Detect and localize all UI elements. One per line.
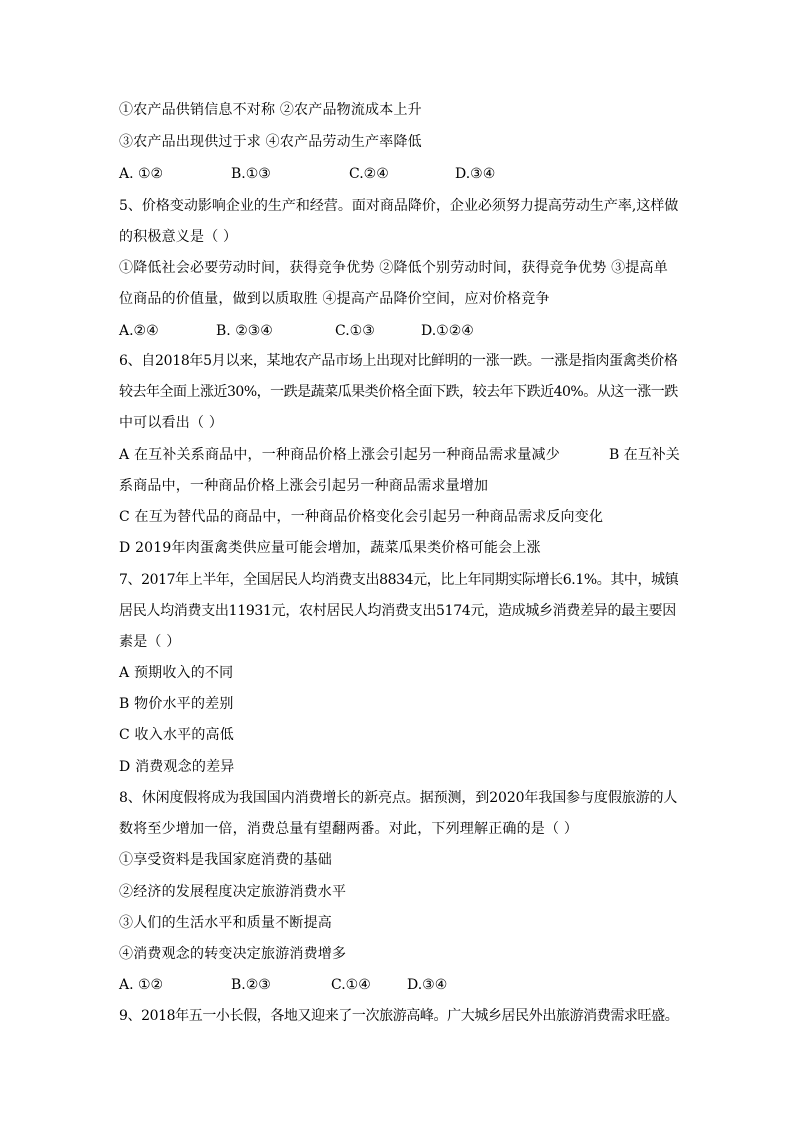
q7-option-a: A 预期收入的不同 bbox=[119, 665, 234, 681]
q7-stem-line-3: 素是（ ） bbox=[119, 634, 181, 650]
q7-stem-line-1: 7、2017年上半年，全国居民人均消费支出8834元，比上年同期实际增长6.1%。其中，城镇 bbox=[119, 572, 679, 588]
q8-item-2: ②经济的发展程度决定旅游消费水平 bbox=[119, 884, 347, 900]
q6-stem-line-1: 6、自2018年5月以来，某地农产品市场上出现对比鲜明的一涨一跌。一涨是指肉蛋禽类价格 bbox=[119, 353, 678, 369]
q8-item-1: ①享受资料是我国家庭消费的基础 bbox=[119, 852, 332, 868]
q8-option-c: C.①④ bbox=[331, 977, 371, 993]
q5-item-line-1: ①降低社会必要劳动时间，获得竞争优势 ②降低个别劳动时间，获得竞争优势 ③提高单 bbox=[119, 260, 668, 276]
q6-stem-line-3: 中可以看出（ ） bbox=[119, 415, 224, 431]
q8-stem-line-1: 8、休闲度假将成为我国国内消费增长的新亮点。据预测，到2020年我国参与度假旅游的人 bbox=[119, 790, 678, 806]
q4-option-a: A. ①② bbox=[119, 166, 164, 182]
q5-option-c: C.①③ bbox=[335, 323, 375, 339]
q7-stem-line-2: 居民人均消费支出11931元，农村居民人均消费支出5174元，造成城乡消费差异的最主要因 bbox=[119, 603, 676, 619]
q7-option-d: D 消费观念的差异 bbox=[119, 759, 235, 775]
q8-item-3: ③人们的生活水平和质量不断提高 bbox=[119, 915, 332, 931]
q6-stem-line-2: 较去年全面上涨近30%，一跌是蔬菜瓜果类价格全面下跌，较去年下跌近40%。从这一涨一跌 bbox=[119, 384, 678, 400]
q5-option-b: B. ②③④ bbox=[216, 323, 273, 339]
q6-option-d: D 2019年肉蛋禽类供应量可能会增加，蔬菜瓜果类价格可能会上涨 bbox=[119, 540, 541, 556]
q6-option-a: A 在互补关系商品中，一种商品价格上涨会引起另一种商品需求量减少 bbox=[119, 447, 560, 463]
q4-option-d: D.③④ bbox=[455, 166, 496, 182]
q8-option-b: B.②③ bbox=[231, 977, 271, 993]
q8-option-a: A. ①② bbox=[119, 977, 164, 993]
q8-item-4: ④消费观念的转变决定旅游消费增多 bbox=[119, 946, 347, 962]
q9-stem-line-1: 9、2018年五一小长假，各地又迎来了一次旅游高峰。广大城乡居民外出旅游消费需求旺盛。 bbox=[119, 1008, 679, 1024]
q7-option-c: C 收入水平的高低 bbox=[119, 727, 234, 743]
q5-stem-line-1: 5、价格变动影响企业的生产和经营。面对商品降价，企业必须努力提高劳动生产率,这样做 bbox=[119, 198, 679, 214]
q5-option-d: D.①②④ bbox=[421, 323, 474, 339]
q4-item-line-1: ①农产品供销信息不对称 ②农产品物流成本上升 bbox=[119, 102, 422, 118]
q8-option-d: D.③④ bbox=[407, 977, 448, 993]
q4-option-c: C.②④ bbox=[349, 166, 389, 182]
q6-option-b-cont: 系商品中，一种商品价格上涨会引起另一种商品需求量增加 bbox=[119, 478, 489, 494]
q5-item-line-2: 位商品的价值量，做到以质取胜 ④提高产品降价空间，应对价格竞争 bbox=[119, 291, 550, 307]
q8-stem-line-2: 数将至少增加一倍，消费总量有望翻两番。对此，下列理解正确的是（ ） bbox=[119, 821, 579, 837]
q7-option-b: B 物价水平的差别 bbox=[119, 696, 234, 712]
q6-option-c: C 在互为替代品的商品中，一种商品价格变化会引起另一种商品需求反向变化 bbox=[119, 509, 604, 525]
q4-item-line-2: ③农产品出现供过于求 ④农产品劳动生产率降低 bbox=[119, 134, 422, 150]
q5-option-a: A.②④ bbox=[119, 323, 159, 339]
q5-stem-line-2: 的积极意义是（ ） bbox=[119, 229, 238, 245]
q6-option-b-start: B 在互补关 bbox=[609, 447, 680, 463]
q4-option-b: B.①③ bbox=[231, 166, 271, 182]
